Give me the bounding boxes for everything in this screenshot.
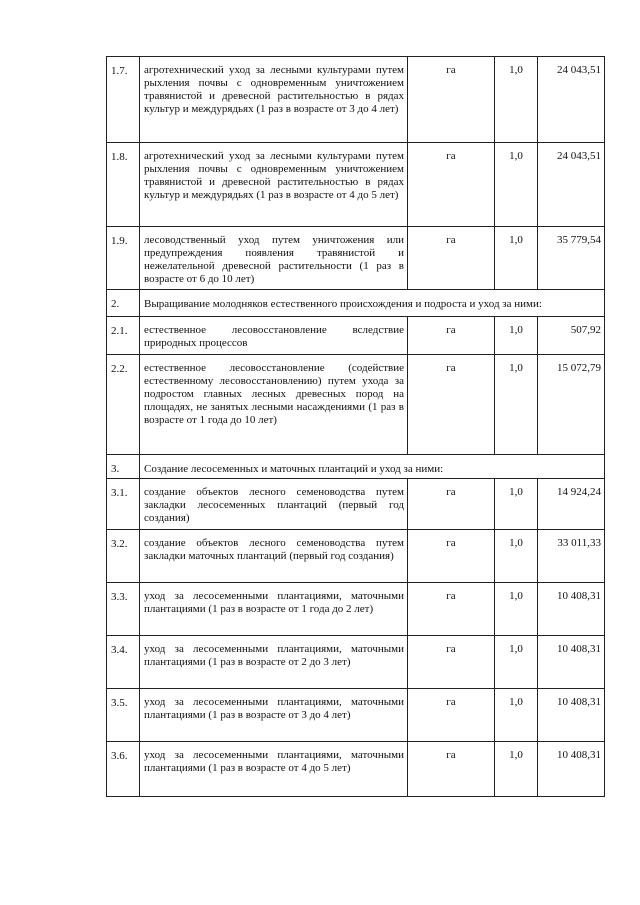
quantity: 1,0 [495, 227, 538, 290]
work-description: агротехнический уход за лесными культурами путем рыхления почвы с одновременным уничтожением травянистой и древесной растительностью в рядах культур и междурядьях (1 раз в возрасте от 4 до 5 лет) [140, 143, 408, 227]
cost: 24 043,51 [538, 57, 605, 143]
unit: га [408, 583, 495, 636]
cost: 10 408,31 [538, 742, 605, 797]
work-description: агротехнический уход за лесными культурами путем рыхления почвы с одновременным уничтожением травянистой и древесной растительностью в рядах культур и междурядьях (1 раз в возрасте от 3 до 4 лет) [140, 57, 408, 143]
section-row [107, 290, 605, 317]
cost: 507,92 [538, 317, 605, 355]
row-number: 3.5. [107, 689, 140, 742]
cost: 33 011,33 [538, 530, 605, 583]
row-number: 1.9. [107, 227, 140, 290]
work-description: естественное лесовосстановление (содействие естественному лесовосстановлению) путем ухода за подростом главных лесных древесных пород на площадях, не занятых лесными насаждениями (1 раз в возрасте от 1 года до 10 лет) [140, 355, 408, 455]
table-row [107, 636, 605, 689]
unit: га [408, 143, 495, 227]
table-row [107, 742, 605, 797]
unit: га [408, 689, 495, 742]
table-row [107, 583, 605, 636]
unit: га [408, 742, 495, 797]
row-number: 3.1. [107, 479, 140, 530]
cost: 24 043,51 [538, 143, 605, 227]
section-title: Создание лесосеменных и маточных плантаций и уход за ними: [140, 455, 605, 479]
section-title: Выращивание молодняков естественного происхождения и подроста и уход за ними: [140, 290, 605, 317]
unit: га [408, 479, 495, 530]
table-row [107, 317, 605, 355]
cost: 10 408,31 [538, 636, 605, 689]
cost-table-body [107, 57, 605, 797]
quantity: 1,0 [495, 689, 538, 742]
quantity: 1,0 [495, 742, 538, 797]
table-row [107, 227, 605, 290]
quantity: 1,0 [495, 583, 538, 636]
unit: га [408, 636, 495, 689]
quantity: 1,0 [495, 636, 538, 689]
work-description: естественное лесовосстановление вследствие природных процессов [140, 317, 408, 355]
row-number: 2.1. [107, 317, 140, 355]
work-description: создание объектов лесного семеноводства путем закладки маточных плантаций (первый год создания) [140, 530, 408, 583]
row-number: 1.7. [107, 57, 140, 143]
table-row [107, 479, 605, 530]
table-row [107, 530, 605, 583]
table-row [107, 355, 605, 455]
row-number: 3.4. [107, 636, 140, 689]
row-number: 3.2. [107, 530, 140, 583]
quantity: 1,0 [495, 479, 538, 530]
quantity: 1,0 [495, 143, 538, 227]
row-number: 3.3. [107, 583, 140, 636]
table-row [107, 143, 605, 227]
cost-table [106, 56, 605, 797]
section-number: 2. [107, 290, 140, 317]
work-description: уход за лесосеменными плантациями, маточными плантациями (1 раз в возрасте от 2 до 3 лет) [140, 636, 408, 689]
unit: га [408, 530, 495, 583]
cost: 10 408,31 [538, 583, 605, 636]
work-description: уход за лесосеменными плантациями, маточными плантациями (1 раз в возрасте от 1 года до 2 лет) [140, 583, 408, 636]
cost: 14 924,24 [538, 479, 605, 530]
row-number: 1.8. [107, 143, 140, 227]
section-number: 3. [107, 455, 140, 479]
row-number: 3.6. [107, 742, 140, 797]
unit: га [408, 355, 495, 455]
table-row [107, 689, 605, 742]
cost: 35 779,54 [538, 227, 605, 290]
section-row [107, 455, 605, 479]
row-number: 2.2. [107, 355, 140, 455]
unit: га [408, 227, 495, 290]
quantity: 1,0 [495, 530, 538, 583]
quantity: 1,0 [495, 57, 538, 143]
work-description: создание объектов лесного семеноводства путем закладки лесосеменных плантаций (первый год создания) [140, 479, 408, 530]
cost: 10 408,31 [538, 689, 605, 742]
unit: га [408, 57, 495, 143]
quantity: 1,0 [495, 317, 538, 355]
quantity: 1,0 [495, 355, 538, 455]
work-description: уход за лесосеменными плантациями, маточными плантациями (1 раз в возрасте от 4 до 5 лет) [140, 742, 408, 797]
table-row [107, 57, 605, 143]
work-description: лесоводственный уход путем уничтожения или предупреждения появления травянистой и нежелательной древесной растительности (1 раз в возрасте от 6 до 10 лет) [140, 227, 408, 290]
unit: га [408, 317, 495, 355]
work-description: уход за лесосеменными плантациями, маточными плантациями (1 раз в возрасте от 3 до 4 лет) [140, 689, 408, 742]
cost: 15 072,79 [538, 355, 605, 455]
